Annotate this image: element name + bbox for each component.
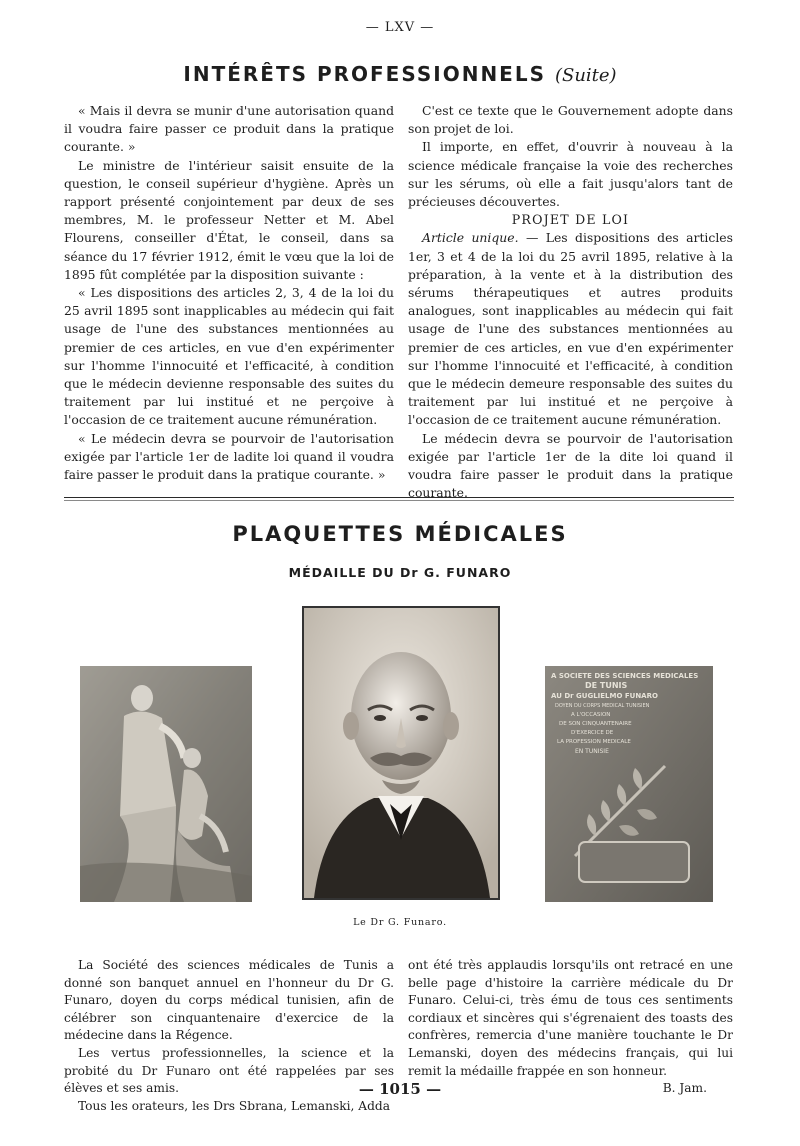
- medal-relief-image: [80, 666, 252, 902]
- medal-line: D'EXERCICE DE: [571, 730, 614, 736]
- medal-line: A L'OCCASION: [571, 712, 611, 718]
- paragraph: « Le médecin devra se pourvoir de l'autorisation exigée par l'article 1er de ladite loi quand il voudra faire passer le produit dans la pratique courante. »: [64, 430, 394, 483]
- paragraph: Le médecin devra se pourvoir de l'autorisation exigée par l'article 1er de la dite loi quand il voudra faire passer le produit dans la pratique courante.: [408, 430, 733, 501]
- medal-inscription-image: [545, 666, 713, 902]
- section-title-text: INTÉRÊTS PROFESSIONNELS: [183, 62, 546, 86]
- section2-subtitle: MÉDAILLE DU Dr G. FUNARO: [288, 565, 512, 580]
- section-title: [0, 62, 800, 86]
- medal-inscription-illustration: [545, 666, 713, 902]
- article-label: Article unique.: [422, 230, 519, 246]
- page-number: — 1015 —: [358, 1080, 442, 1098]
- section-title-suffix: (Suite): [554, 65, 617, 86]
- medal-line: DE TUNIS: [585, 681, 628, 690]
- portrait-illustration: [304, 608, 498, 898]
- portrait-image: [302, 606, 500, 900]
- paragraph: C'est ce texte que le Gouvernement adopte dans son projet de loi.: [408, 103, 733, 137]
- article-text: — Les dispositions des articles 1er, 3 et 4 de la loi du 25 avril 1895, relative à la préparation, à la vente et à la distribution des sérums thérapeutiques et autres produits analogues, sont inapplicables au médecin qui fait usage de l'une des substances mentionnées au premier de ces articles, en vue d'en expérimenter sur l'homme l'innocuité et l'efficacité, à condition que le médecin demeure responsable des suites du traitement par lui institué et ne perçoive à l'occasion de ce traitement aucune rémunération.: [408, 230, 733, 428]
- section2-title: PLAQUETTES MÉDICALES: [232, 522, 568, 546]
- medal-line: LA PROFESSION MEDICALE: [557, 739, 631, 745]
- article-paragraph: [408, 229, 733, 429]
- medal-line: AU Dr GUGLIELMO FUNARO: [551, 692, 658, 700]
- figure-caption: Le Dr G. Funaro.: [353, 917, 447, 928]
- author-signature: B. Jam.: [662, 1081, 707, 1096]
- paragraph: La Société des sciences médicales de Tunis a donné son banquet annuel en l'honneur du Dr G. Funaro, doyen du corps médical tunisien, afin de célébrer son cinquantenaire d'exercice de la médecine dans la Régence.: [64, 958, 394, 1043]
- medal-line: A SOCIETE DES SCIENCES MEDICALES: [551, 672, 699, 680]
- paragraph: Il importe, en effet, d'ouvrir à nouveau à la science médicale française la voie des recherches sur les sérums, où elle a fait jusqu'alors tant de précieuses découvertes.: [408, 139, 733, 210]
- medal-line: EN TUNISIE: [575, 748, 609, 755]
- paragraph: Tous les orateurs, les Drs Sbrana, Lemanski, Adda: [78, 1098, 390, 1113]
- paragraph: Le ministre de l'intérieur saisit ensuite de la question, le conseil supérieur d'hygiène. Après un rapport présenté conjointement par deux de ses membres, M. le professeur Netter et M. Abel Flourens, conseiller d'État, le conseil, dans sa séance du 17 février 1912, émit le vœu que la loi de 1895 fût complétée par la disposition suivante :: [64, 157, 394, 282]
- medal-relief-illustration: [80, 666, 252, 902]
- paragraph: « Mais il devra se munir d'une autorisation quand il voudra faire passer ce produit dans la pratique courante. »: [64, 103, 394, 155]
- medal-line: DE SON CINQUANTENAIRE: [559, 721, 632, 727]
- paragraph: ont été très applaudis lorsqu'ils ont retracé en une belle page d'histoire la carrière médicale du Dr Funaro. Celui-ci, très ému de tous ces sentiments cordiaux et sincères qui s'égrenaient des toasts des confrères, remercia d'une manière touchante le Dr Lemanski, doyen des médecins français, qui lui remit la médaille frappée en son honneur.: [408, 958, 733, 1078]
- subheading-projet-de-loi: PROJET DE LOI: [511, 212, 630, 228]
- top-left-column: [64, 102, 394, 484]
- bottom-right-column: [408, 957, 733, 1098]
- divider-rule: [64, 497, 734, 498]
- paragraph: Les vertus professionnelles, la science et la probité du Dr Funaro ont été rappelées par ses élèves et ses amis.: [64, 1045, 394, 1096]
- paragraph: « Les dispositions des articles 2, 3, 4 de la loi du 25 avril 1895 sont inapplicables au médecin qui fait usage de l'une des substances mentionnées au premier de ces articles, en vue d'en expérimenter sur l'homme l'innocuité et l'efficacité, à condition que le médecin devienne responsable des suites du traitement par lui institué et ne perçoive à l'occasion de ce traitement aucune rémunération.: [64, 285, 394, 428]
- page-marker: — LXV —: [365, 20, 435, 35]
- medal-line: DOYEN DU CORPS MEDICAL TUNISIEN: [555, 703, 650, 709]
- top-right-column: [408, 102, 733, 502]
- divider-rule-thin: [64, 500, 734, 501]
